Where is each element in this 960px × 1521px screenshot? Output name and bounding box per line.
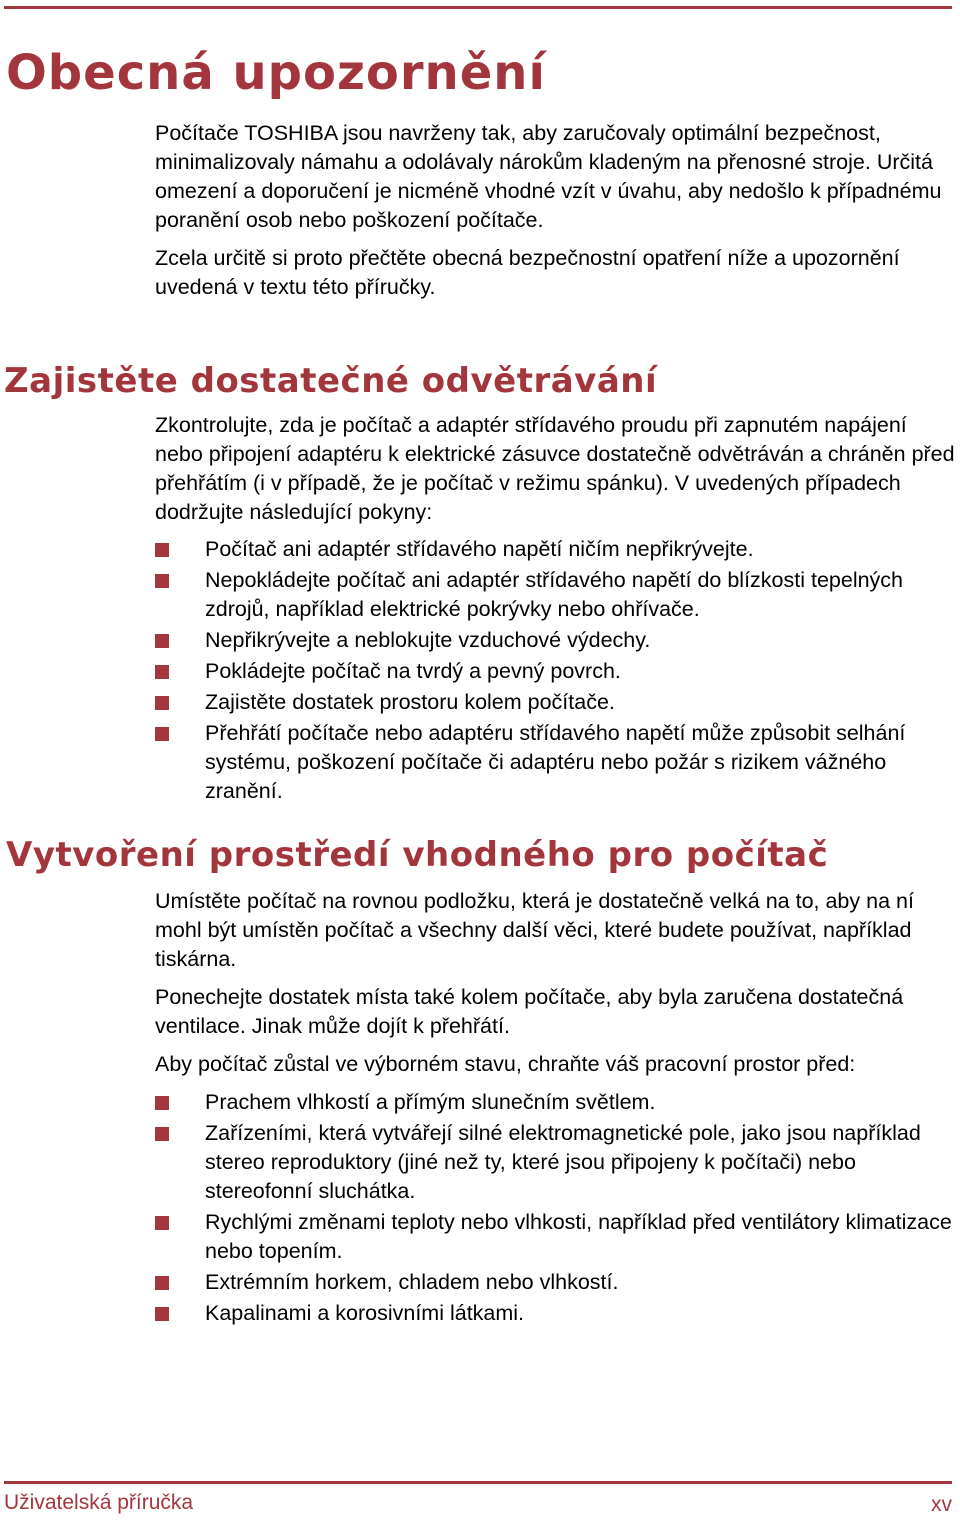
list-item-text: Přehřátí počítače nebo adaptéru střídavého napětí může způsobit selhání systému, poškození počítače či adaptéru nebo požár s rizikem vážného zranění. xyxy=(205,721,906,803)
square-bullet-icon xyxy=(155,1216,169,1230)
square-bullet-icon xyxy=(155,1127,169,1141)
intro-paragraph-2: Zcela určitě si proto přečtěte obecná bezpečnostní opatření níže a upozornění uvedená v textu této příručky. xyxy=(155,246,900,299)
list-item xyxy=(155,566,955,624)
square-bullet-icon xyxy=(155,727,169,741)
list-item xyxy=(155,1208,955,1266)
top-rule xyxy=(4,6,952,9)
footer-manual-title: Uživatelská příručka xyxy=(4,1491,194,1514)
environment-section xyxy=(155,887,955,1079)
square-bullet-icon xyxy=(155,665,169,679)
environment-paragraph-1: Umístěte počítač na rovnou podložku, která je dostatečně velká na to, aby na ní mohl být umístěn počítač a všechny další věci, které budete používat, například tiskárna. xyxy=(155,889,914,971)
list-item xyxy=(155,1268,955,1297)
list-item xyxy=(155,1088,955,1117)
list-item-text: Zajistěte dostatek prostoru kolem počítače. xyxy=(205,690,615,714)
list-item xyxy=(155,535,955,564)
ventilation-paragraph xyxy=(155,411,955,527)
list-item-text: Pokládejte počítač na tvrdý a pevný povrch. xyxy=(205,659,621,683)
list-item xyxy=(155,1299,955,1328)
list-item-text: Zařízeními, která vytvářejí silné elektromagnetické pole, jako jsou například stereo reproduktory (jiné než ty, které jsou připojeny k počítači) nebo stereofonní sluchátka. xyxy=(205,1121,921,1203)
square-bullet-icon xyxy=(155,574,169,588)
list-item-text: Nepokládejte počítač ani adaptér střídavého napětí do blízkosti tepelných zdrojů, například elektrické pokrývky nebo ohřívače. xyxy=(205,568,904,621)
square-bullet-icon xyxy=(155,1276,169,1290)
intro-paragraph-1: Počítače TOSHIBA jsou navrženy tak, aby zaručovaly optimální bezpečnost, minimalizovaly námahu a odolávaly nárokům kladeným na přenosné stroje. Určitá omezení a doporučení je nicméně vhodné vzít v úvahu, aby nedošlo k případnému poranění osob nebo poškození počítače. xyxy=(155,121,942,232)
square-bullet-icon xyxy=(155,543,169,557)
list-item xyxy=(155,1119,955,1206)
intro-section xyxy=(155,119,955,302)
list-item-text: Počítač ani adaptér střídavého napětí ničím nepřikrývejte. xyxy=(205,537,754,561)
page-title: Obecná upozornění xyxy=(6,45,546,101)
ventilation-text: Zkontrolujte, zda je počítač a adaptér střídavého proudu při zapnutém napájení nebo připojení adaptéru k elektrické zásuvce dostatečně odvětráván a chráněn před přehřátím (i v případě, že je počítač v režimu spánku). V uvedených případech dodržujte následující pokyny: xyxy=(155,413,955,524)
list-item-text: Rychlými změnami teploty nebo vlhkosti, například před ventilátory klimatizace nebo topením. xyxy=(205,1210,952,1263)
list-item xyxy=(155,688,955,717)
square-bullet-icon xyxy=(155,1096,169,1110)
square-bullet-icon xyxy=(155,1307,169,1321)
square-bullet-icon xyxy=(155,696,169,710)
ventilation-list xyxy=(155,535,955,808)
list-item-text: Prachem vlhkostí a přímým slunečním světlem. xyxy=(205,1090,656,1114)
list-item xyxy=(155,626,955,655)
list-item xyxy=(155,719,955,806)
list-item-text: Extrémním horkem, chladem nebo vlhkostí. xyxy=(205,1270,619,1294)
bottom-rule xyxy=(4,1481,952,1484)
list-item xyxy=(155,657,955,686)
environment-list xyxy=(155,1088,955,1330)
environment-paragraph-2: Ponechejte dostatek místa také kolem počítače, aby byla zaručena dostatečná ventilace. Jinak může dojít k přehřátí. xyxy=(155,985,904,1038)
environment-heading: Vytvoření prostředí vhodného pro počítač xyxy=(6,835,829,875)
square-bullet-icon xyxy=(155,634,169,648)
environment-paragraph-3: Aby počítač zůstal ve výborném stavu, chraňte váš pracovní prostor před: xyxy=(155,1052,856,1076)
list-item-text: Nepřikrývejte a neblokujte vzduchové výdechy. xyxy=(205,628,651,652)
list-item-text: Kapalinami a korosivními látkami. xyxy=(205,1301,525,1325)
ventilation-heading: Zajistěte dostatečné odvětrávání xyxy=(4,361,658,401)
footer-page-number: xv xyxy=(931,1493,952,1516)
